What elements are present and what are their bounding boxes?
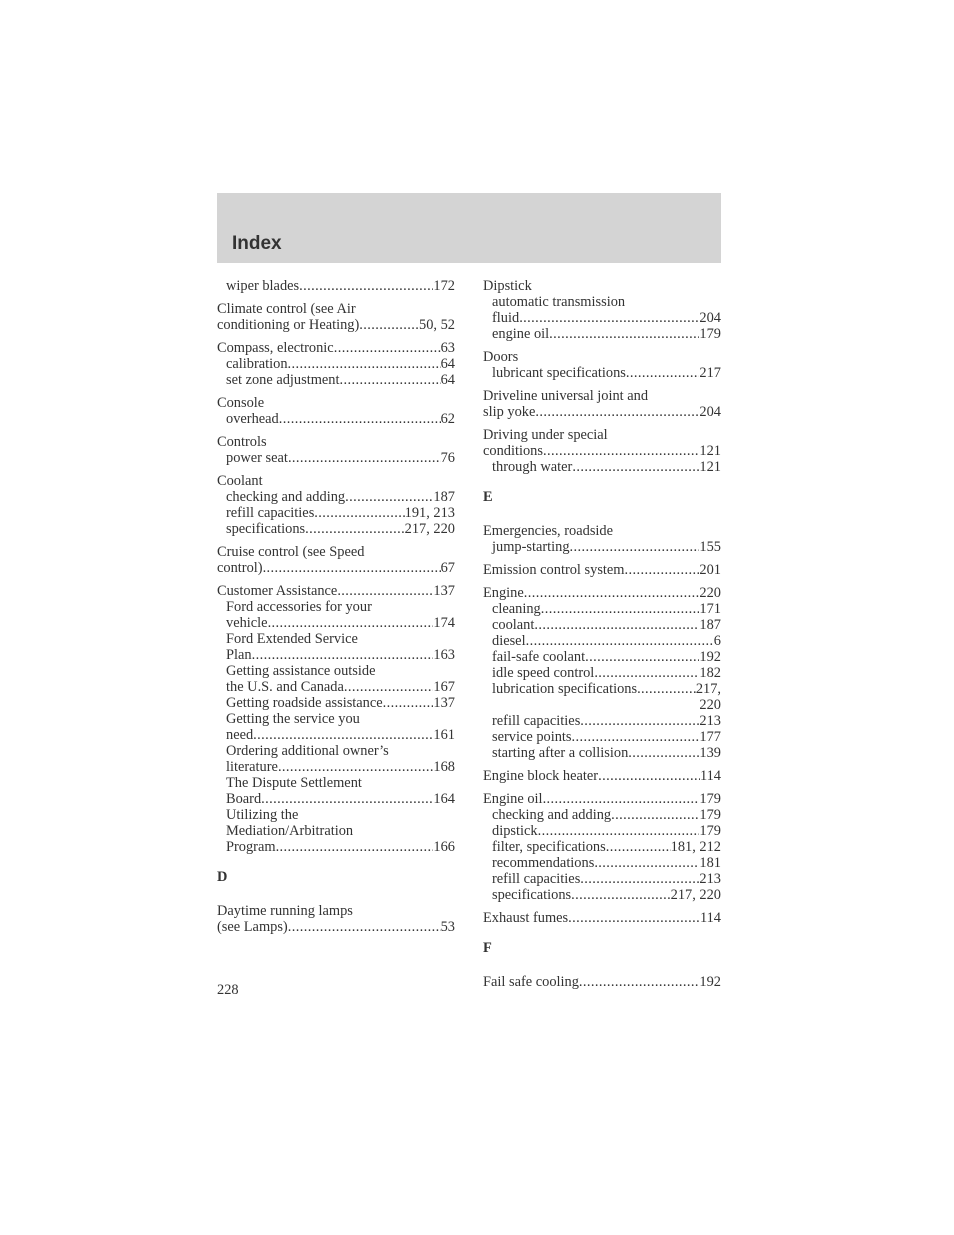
- dot-leader: [314, 505, 404, 521]
- dot-leader: [345, 489, 433, 505]
- index-term: [483, 974, 721, 990]
- dot-leader: [253, 727, 433, 743]
- page-reference: 137: [433, 695, 455, 711]
- page-reference: 217,: [695, 681, 721, 697]
- index-entry: [217, 544, 455, 576]
- index-term-text: through water: [492, 459, 573, 475]
- page-reference: 213: [699, 713, 721, 729]
- page-reference: 163: [433, 647, 455, 663]
- dot-leader: [541, 601, 700, 617]
- page-reference: 166: [433, 839, 455, 855]
- index-term-text: Ford accessories for your: [226, 599, 372, 615]
- dot-leader: [535, 404, 699, 420]
- index-subentry: [217, 372, 455, 388]
- index-term-text: Controls: [217, 434, 267, 450]
- page-reference: 192: [699, 649, 721, 665]
- page-reference: 161: [433, 727, 455, 743]
- index-term-text: Getting the service you: [226, 711, 360, 727]
- index-entry: [217, 301, 455, 333]
- index-term-text: specifications: [492, 887, 572, 903]
- index-term-text: engine oil: [492, 326, 550, 342]
- index-subentry: [483, 839, 721, 855]
- page-title: Index: [232, 233, 282, 254]
- dot-leader: [585, 649, 699, 665]
- index-term-text: specifications: [226, 521, 306, 537]
- page-reference: 179: [699, 823, 721, 839]
- index-term-text: checking and adding: [226, 489, 346, 505]
- dot-leader: [278, 759, 433, 775]
- index-subentry: [217, 679, 455, 695]
- page-reference: 155: [699, 539, 721, 555]
- index-term-text: (see Lamps): [217, 919, 288, 935]
- index-subentry: [483, 365, 721, 381]
- index-term: [483, 523, 721, 539]
- index-term-text: Ford Extended Service: [226, 631, 358, 647]
- dot-leader: [572, 729, 700, 745]
- index-subentry: [217, 647, 455, 663]
- index-term-text: coolant: [492, 617, 535, 633]
- index-term: [217, 560, 455, 576]
- index-subentry: [217, 727, 455, 743]
- index-entry: [217, 278, 455, 294]
- dot-leader: [261, 791, 433, 807]
- index-entry: [483, 427, 721, 475]
- page-reference: 181, 212: [670, 839, 721, 855]
- index-term: [217, 301, 455, 317]
- page-reference: 187: [433, 489, 455, 505]
- dot-leader: [288, 450, 441, 466]
- section-letter-e: E: [483, 489, 493, 505]
- index-term-text: lubrication specifications: [492, 681, 638, 697]
- dot-leader: [359, 317, 419, 333]
- index-subentry: [483, 887, 721, 903]
- index-subentry: [217, 743, 455, 759]
- page-reference: 167: [433, 679, 455, 695]
- index-subentry: [217, 615, 455, 631]
- page-reference: 201: [699, 562, 721, 578]
- index-term: [483, 910, 721, 926]
- index-entry: [483, 768, 721, 784]
- index-term-text: conditions: [483, 443, 543, 459]
- index-header-band: [217, 193, 721, 263]
- index-term: [217, 434, 455, 450]
- index-subentry: [483, 294, 721, 310]
- index-term: [217, 903, 455, 919]
- index-subentry: [483, 807, 721, 823]
- index-term: [217, 583, 455, 599]
- dot-leader: [337, 583, 433, 599]
- index-subentry: [217, 489, 455, 505]
- page-reference: 220: [699, 697, 721, 713]
- index-term-text: refill capacities: [492, 871, 581, 887]
- dot-leader: [299, 278, 433, 294]
- page-reference: 217: [699, 365, 721, 381]
- index-term-text: Getting roadside assistance: [226, 695, 383, 711]
- dot-leader: [628, 745, 699, 761]
- index-subentry: [217, 356, 455, 372]
- index-subentry: [217, 278, 455, 294]
- index-subentry: [217, 411, 455, 427]
- dot-leader: [570, 539, 700, 555]
- index-entry: [483, 974, 721, 990]
- index-subentry: [217, 775, 455, 791]
- page-reference: 62: [440, 411, 455, 427]
- dot-leader: [543, 443, 699, 459]
- page-reference: 64: [440, 372, 455, 388]
- page-reference: 204: [699, 310, 721, 326]
- dot-leader: [598, 768, 700, 784]
- dot-leader: [305, 521, 405, 537]
- dot-leader: [543, 791, 700, 807]
- index-term: [483, 278, 721, 294]
- index-subentry: [217, 505, 455, 521]
- index-subentry: [483, 729, 721, 745]
- index-term-text: Climate control (see Air: [217, 301, 356, 317]
- page-reference: 171: [699, 601, 721, 617]
- index-term-text: checking and adding: [492, 807, 612, 823]
- index-subentry: [217, 711, 455, 727]
- page-reference: 179: [699, 326, 721, 342]
- index-entry: [483, 388, 721, 420]
- index-term: [483, 427, 721, 443]
- index-entry: [483, 910, 721, 926]
- page-reference: 139: [699, 745, 721, 761]
- index-term-text: Mediation/Arbitration: [226, 823, 354, 839]
- index-term: [217, 919, 455, 935]
- page-reference: 114: [699, 768, 721, 784]
- index-term-text: Engine oil: [483, 791, 543, 807]
- page-reference: 67: [440, 560, 455, 576]
- dot-leader: [276, 839, 434, 855]
- index-subentry: [483, 823, 721, 839]
- index-entry: [217, 903, 455, 935]
- index-term: [483, 349, 721, 365]
- page-reference: 220: [699, 585, 721, 601]
- index-term-text: refill capacities: [492, 713, 581, 729]
- dot-leader: [268, 615, 434, 631]
- index-subentry: [483, 459, 721, 475]
- section-letter-d: D: [217, 869, 228, 885]
- index-subentry: [217, 823, 455, 839]
- index-term-text: recommendations: [492, 855, 595, 871]
- dot-leader: [580, 871, 699, 887]
- index-entry: [483, 523, 721, 555]
- dot-leader: [549, 326, 699, 342]
- index-term: [483, 791, 721, 807]
- index-subentry: [483, 697, 721, 713]
- page-reference: 114: [699, 910, 721, 926]
- index-subentry: [217, 521, 455, 537]
- index-term: [483, 768, 721, 784]
- page-reference: 204: [699, 404, 721, 420]
- index-term-text: Daytime running lamps: [217, 903, 353, 919]
- index-term-text: calibration: [226, 356, 288, 372]
- index-term-text: literature: [226, 759, 278, 775]
- dot-leader: [611, 807, 699, 823]
- dot-leader: [568, 910, 700, 926]
- index-subentry: [217, 791, 455, 807]
- index-term-text: automatic transmission: [492, 294, 626, 310]
- dot-leader: [625, 562, 700, 578]
- index-term-text: fail-safe coolant: [492, 649, 586, 665]
- index-subentry: [217, 599, 455, 615]
- index-subentry: [483, 601, 721, 617]
- dot-leader: [637, 681, 696, 697]
- dot-leader: [279, 411, 441, 427]
- page-reference: 172: [433, 278, 455, 294]
- dot-leader: [524, 585, 700, 601]
- index-subentry: [483, 855, 721, 871]
- index-term-text: starting after a collision: [492, 745, 629, 761]
- index-entry: [483, 349, 721, 381]
- index-term-text: service points: [492, 729, 572, 745]
- page-reference: 63: [440, 340, 455, 356]
- index-term-text: filter, specifications: [492, 839, 606, 855]
- index-entry: [483, 791, 721, 903]
- index-entry: [483, 278, 721, 342]
- index-subentry: [483, 649, 721, 665]
- dot-leader: [340, 372, 441, 388]
- page-reference: 179: [699, 791, 721, 807]
- index-term-text: lubricant specifications: [492, 365, 626, 381]
- index-term: [217, 395, 455, 411]
- index-subentry: [217, 631, 455, 647]
- index-term-text: fluid: [492, 310, 520, 326]
- index-subentry: [483, 310, 721, 326]
- index-term-text: Exhaust fumes: [483, 910, 569, 926]
- index-term-text: Dipstick: [483, 278, 532, 294]
- index-column-left: [217, 278, 455, 942]
- index-term-text: Compass, electronic: [217, 340, 334, 356]
- index-term-text: Getting assistance outside: [226, 663, 376, 679]
- index-term-text: dipstick: [492, 823, 538, 839]
- page-reference: 50, 52: [419, 317, 455, 333]
- index-term-text: set zone adjustment: [226, 372, 340, 388]
- index-term: [483, 585, 721, 601]
- index-term-text: refill capacities: [226, 505, 315, 521]
- dot-leader: [606, 839, 671, 855]
- page-reference: 187: [699, 617, 721, 633]
- page-reference: 177: [699, 729, 721, 745]
- index-term-text: overhead: [226, 411, 279, 427]
- index-term-text: cleaning: [492, 601, 541, 617]
- index-subentry: [217, 759, 455, 775]
- index-entry: [217, 473, 455, 537]
- index-term-text: Customer Assistance: [217, 583, 338, 599]
- dot-leader: [572, 459, 699, 475]
- page-reference: 76: [440, 450, 455, 466]
- index-term-text: Plan: [226, 647, 252, 663]
- page-reference: 217, 220: [404, 521, 455, 537]
- index-term-text: Fail safe cooling: [483, 974, 579, 990]
- dot-leader: [252, 647, 434, 663]
- index-subentry: [483, 326, 721, 342]
- dot-leader: [526, 633, 714, 649]
- dot-leader: [334, 340, 441, 356]
- page-reference: 179: [699, 807, 721, 823]
- dot-leader: [344, 679, 434, 695]
- index-subentry: [483, 871, 721, 887]
- index-term-text: Engine block heater: [483, 768, 599, 784]
- index-term-text: idle speed control: [492, 665, 595, 681]
- index-term: [217, 544, 455, 560]
- page-reference: 53: [440, 919, 455, 935]
- index-entry: [217, 340, 455, 388]
- dot-leader: [383, 695, 434, 711]
- index-subentry: [483, 539, 721, 555]
- index-term-text: conditioning or Heating): [217, 317, 360, 333]
- index-term-text: Emission control system: [483, 562, 625, 578]
- index-term: [483, 388, 721, 404]
- page-reference: 64: [440, 356, 455, 372]
- index-subentry: [217, 450, 455, 466]
- index-term-text: Program: [226, 839, 276, 855]
- page-reference: 121: [699, 443, 721, 459]
- dot-leader: [579, 974, 699, 990]
- index-subentry: [483, 617, 721, 633]
- dot-leader: [571, 887, 671, 903]
- index-term: [217, 317, 455, 333]
- dot-leader: [288, 356, 441, 372]
- index-entry: [483, 585, 721, 761]
- index-term-text: Driveline universal joint and: [483, 388, 649, 404]
- index-term-text: Console: [217, 395, 265, 411]
- dot-leader: [580, 713, 699, 729]
- index-subentry: [217, 807, 455, 823]
- index-term-text: power seat: [226, 450, 288, 466]
- index-term-text: Cruise control (see Speed: [217, 544, 365, 560]
- page-reference: 164: [433, 791, 455, 807]
- index-term-text: wiper blades: [226, 278, 300, 294]
- index-term: [483, 562, 721, 578]
- index-term-text: The Dispute Settlement: [226, 775, 362, 791]
- dot-leader: [538, 823, 700, 839]
- index-term-text: diesel: [492, 633, 526, 649]
- index-term-text: Emergencies, roadside: [483, 523, 614, 539]
- index-entry: [217, 395, 455, 427]
- dot-leader: [594, 855, 699, 871]
- index-subentry: [483, 681, 721, 697]
- index-subentry: [217, 663, 455, 679]
- page-reference: 192: [699, 974, 721, 990]
- index-subentry: [483, 633, 721, 649]
- page-reference: 6: [713, 633, 721, 649]
- page-reference: 182: [699, 665, 721, 681]
- index-term-text: Driving under special: [483, 427, 608, 443]
- page-reference: 217, 220: [670, 887, 721, 903]
- index-term: [217, 340, 455, 356]
- index-term-text: slip yoke: [483, 404, 536, 420]
- index-entry: [217, 434, 455, 466]
- dot-leader: [263, 560, 441, 576]
- dot-leader: [594, 665, 699, 681]
- page-reference: 121: [699, 459, 721, 475]
- index-term-text: need: [226, 727, 254, 743]
- index-term: [483, 404, 721, 420]
- section-letter-f: F: [483, 940, 492, 956]
- page-reference: 213: [699, 871, 721, 887]
- index-subentry: [217, 839, 455, 855]
- index-subentry: [483, 665, 721, 681]
- index-term-text: Board: [226, 791, 262, 807]
- page-reference: 191, 213: [404, 505, 455, 521]
- index-term-text: Engine: [483, 585, 524, 601]
- index-term: [483, 443, 721, 459]
- index-term: [217, 473, 455, 489]
- page-reference: 137: [433, 583, 455, 599]
- index-term-text: Ordering additional owner’s: [226, 743, 389, 759]
- dot-leader: [519, 310, 699, 326]
- index-term-text: vehicle: [226, 615, 268, 631]
- page-reference: 174: [433, 615, 455, 631]
- index-entry: [217, 583, 455, 855]
- index-subentry: [217, 695, 455, 711]
- page-number: 228: [217, 982, 239, 998]
- dot-leader: [288, 919, 441, 935]
- index-entry: [483, 562, 721, 578]
- page-reference: 181: [699, 855, 721, 871]
- index-term-text: control): [217, 560, 263, 576]
- index-term-text: Doors: [483, 349, 519, 365]
- index-term-text: the U.S. and Canada: [226, 679, 344, 695]
- index-subentry: [483, 713, 721, 729]
- index-term-text: jump-starting: [492, 539, 570, 555]
- index-column-right: [483, 278, 721, 997]
- index-term-text: Utilizing the: [226, 807, 299, 823]
- page-reference: 168: [433, 759, 455, 775]
- index-subentry: [483, 745, 721, 761]
- dot-leader: [534, 617, 699, 633]
- dot-leader: [626, 365, 700, 381]
- index-term-text: Coolant: [217, 473, 263, 489]
